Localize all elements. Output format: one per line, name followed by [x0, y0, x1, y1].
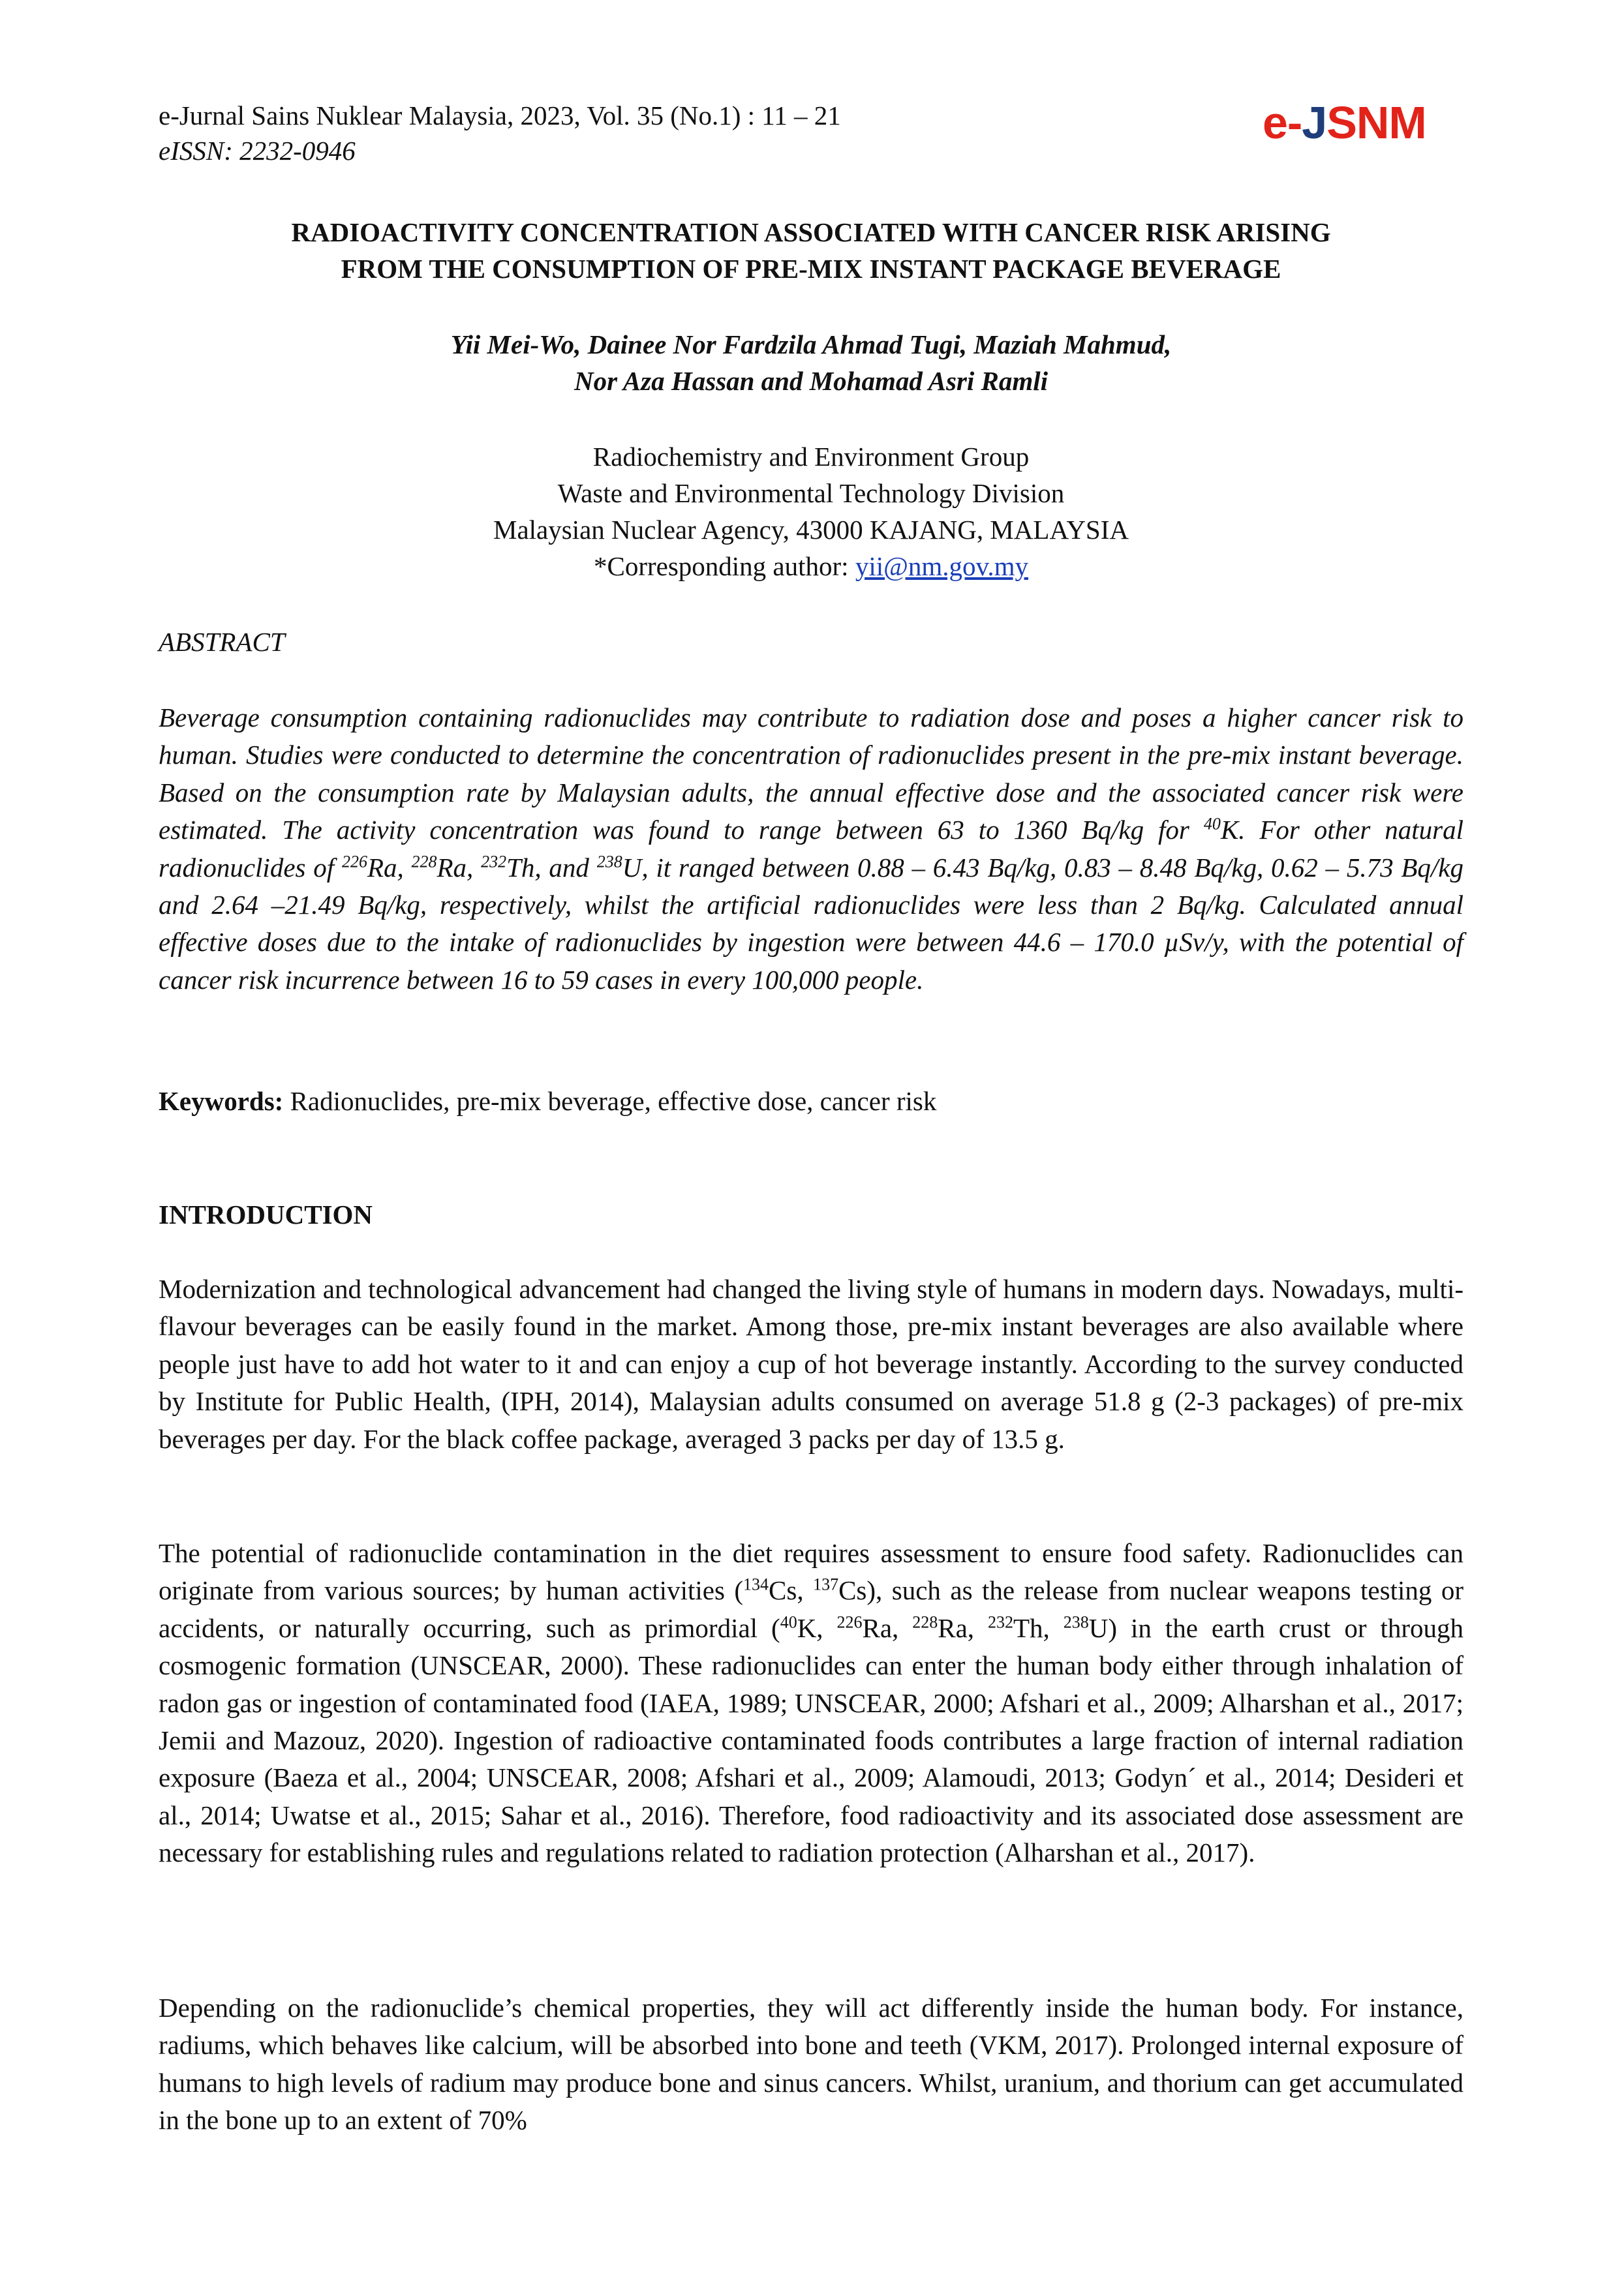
logo-e: e- [1263, 97, 1302, 148]
superscript-k40-intro: 40 [780, 1612, 797, 1632]
journal-logo [1263, 97, 1426, 149]
p2-part-e: Ra, [862, 1612, 913, 1643]
paper-title-line-2: FROM THE CONSUMPTION OF PRE-MIX INSTANT PACKAGE BEVERAGE [341, 254, 1281, 284]
superscript-ra226: 226 [341, 851, 367, 871]
corresponding-label: *Corresponding author: [593, 551, 855, 581]
logo-j: J [1302, 97, 1327, 148]
affiliation-line-3: Malaysian Nuclear Agency, 43000 KAJANG, MALAYSIA [493, 515, 1129, 545]
keywords-text: Radionuclides, pre-mix beverage, effective dose, cancer risk [283, 1086, 937, 1116]
p2-part-c: Cs), such as the release from nuclear weapons testing or accidents, or naturally occurring, such as primordial ( [159, 1575, 1463, 1643]
abstract-part-5: Th, and [506, 852, 597, 883]
abstract-part-6: U, it ranged between 0.88 – 6.43 Bq/kg, 0.83 – 8.48 Bq/kg, 0.62 – 5.73 Bq/kg and 2.64 –21.49 Bq/kg, respectively, whilst the artificial radionuclides were less than 2 Bq/kg. Calculated annual effective doses due to the intake of radionuclides by ingestion were between 44.6 – 170.0 µSv/y, with the potential of cancer risk incurrence between 16 to 59 cases in every 100,000 people. [159, 852, 1463, 995]
author-list [159, 326, 1463, 399]
p2-part-f: Ra, [938, 1612, 988, 1643]
paper-title [159, 214, 1463, 287]
author-line-1: Yii Mei-Wo, Dainee Nor Fardzila Ahmad Tugi, Maziah Mahmud, [450, 329, 1172, 359]
logo-snm: SNM [1326, 97, 1426, 148]
abstract-text [159, 699, 1463, 999]
superscript-ra226-intro: 226 [836, 1612, 863, 1632]
superscript-u238: 238 [596, 851, 622, 871]
abstract-part-3: Ra, [367, 852, 412, 883]
superscript-th232: 232 [481, 851, 507, 871]
p2-part-b: Cs, [769, 1575, 814, 1606]
abstract-part-4: Ra, [437, 852, 482, 883]
corresponding-author [159, 548, 1463, 584]
introduction-heading: INTRODUCTION [159, 1200, 373, 1230]
author-line-2: Nor Aza Hassan and Mohamad Asri Ramli [574, 366, 1049, 396]
superscript-k40: 40 [1203, 814, 1221, 834]
keywords-label: Keywords: [159, 1086, 284, 1116]
affiliation-block [159, 438, 1463, 584]
keywords-line [159, 1083, 1463, 1119]
superscript-ra228: 228 [411, 851, 437, 871]
p2-part-a: The potential of radionuclide contamination in the diet requires assessment to ensure food safety. Radionuclides can originate from various sources; by human activities ( [159, 1538, 1463, 1606]
abstract-heading: ABSTRACT [159, 627, 285, 657]
superscript-th232-intro: 232 [988, 1612, 1013, 1632]
p2-part-h: U) in the earth crust or through cosmogenic formation (UNSCEAR, 2000). These radionuclides can enter the human body either through inhalation of radon gas or ingestion of contaminated food (IAEA, 1989; UNSCEAR, 2000; Afshari et al., 2009; Alharshan et al., 2017; Jemii and Mazouz, 2020). Ingestion of radioactive contaminated foods contributes a large fraction of internal radiation exposure (Baeza et al., 2004; UNSCEAR, 2008; Afshari et al., 2009; Alamoudi, 2013; Godyn´ et al., 2014; Desideri et al., 2014; Uwatse et al., 2015; Sahar et al., 2016). Therefore, food radioactivity and its associated dose assessment are necessary for establishing rules and regulations related to radiation protection (Alharshan et al., 2017). [159, 1612, 1464, 1868]
abstract-part-2: K. For other natural radionuclides of [159, 815, 1463, 883]
journal-header [159, 98, 841, 168]
intro-paragraph-2 [159, 1535, 1463, 1872]
journal-issn: eISSN: 2232-0946 [159, 136, 356, 166]
superscript-ra228-intro: 228 [912, 1612, 938, 1632]
affiliation-line-1: Radiochemistry and Environment Group [592, 442, 1030, 472]
superscript-u238-intro: 238 [1063, 1612, 1089, 1632]
intro-paragraph-3: Depending on the radionuclide’s chemical properties, they will act differently inside the human body. For instance, radiums, which behaves like calcium, will be absorbed into bone and teeth (VKM, 2017). Prolonged internal exposure of humans to high levels of radium may produce bone and sinus cancers. Whilst, uranium, and thorium can get accumulated in the bone up to an extent of 70% [159, 1993, 1463, 2136]
journal-citation: e-Jurnal Sains Nuklear Malaysia, 2023, Vol. 35 (No.1) : 11 – 21 [159, 100, 841, 130]
superscript-cs134: 134 [743, 1575, 769, 1594]
superscript-cs137: 137 [813, 1575, 839, 1594]
affiliation-line-2: Waste and Environmental Technology Division [557, 478, 1065, 508]
p2-part-d: K, [797, 1612, 837, 1643]
abstract-part-1: Beverage consumption containing radionuclides may contribute to radiation dose and poses a higher cancer risk to human. Studies were conducted to determine the concentration of radionuclides present in the pre-mix instant beverage. Based on the consumption rate by Malaysian adults, the annual effective dose and the associated cancer risk were estimated. The activity concentration was found to range between 63 to 1360 Bq/kg for [159, 702, 1463, 845]
p2-part-g: Th, [1013, 1612, 1064, 1643]
intro-paragraph-1: Modernization and technological advancement had changed the living style of humans in modern days. Nowadays, multi-flavour beverages can be easily found in the market. Among those, pre-mix instant beverages are also available where people just have to add hot water to it and can enjoy a cup of hot beverage instantly. According to the survey conducted by Institute for Public Health, (IPH, 2014), Malaysian adults consumed on average 51.8 g (2-3 packages) of pre-mix beverages per day. For the black coffee package, averaged 3 packs per day of 13.5 g. [159, 1274, 1463, 1454]
corresponding-email-link[interactable]: yii@nm.gov.my [855, 551, 1028, 581]
paper-title-line-1: RADIOACTIVITY CONCENTRATION ASSOCIATED WITH CANCER RISK ARISING [291, 217, 1331, 247]
